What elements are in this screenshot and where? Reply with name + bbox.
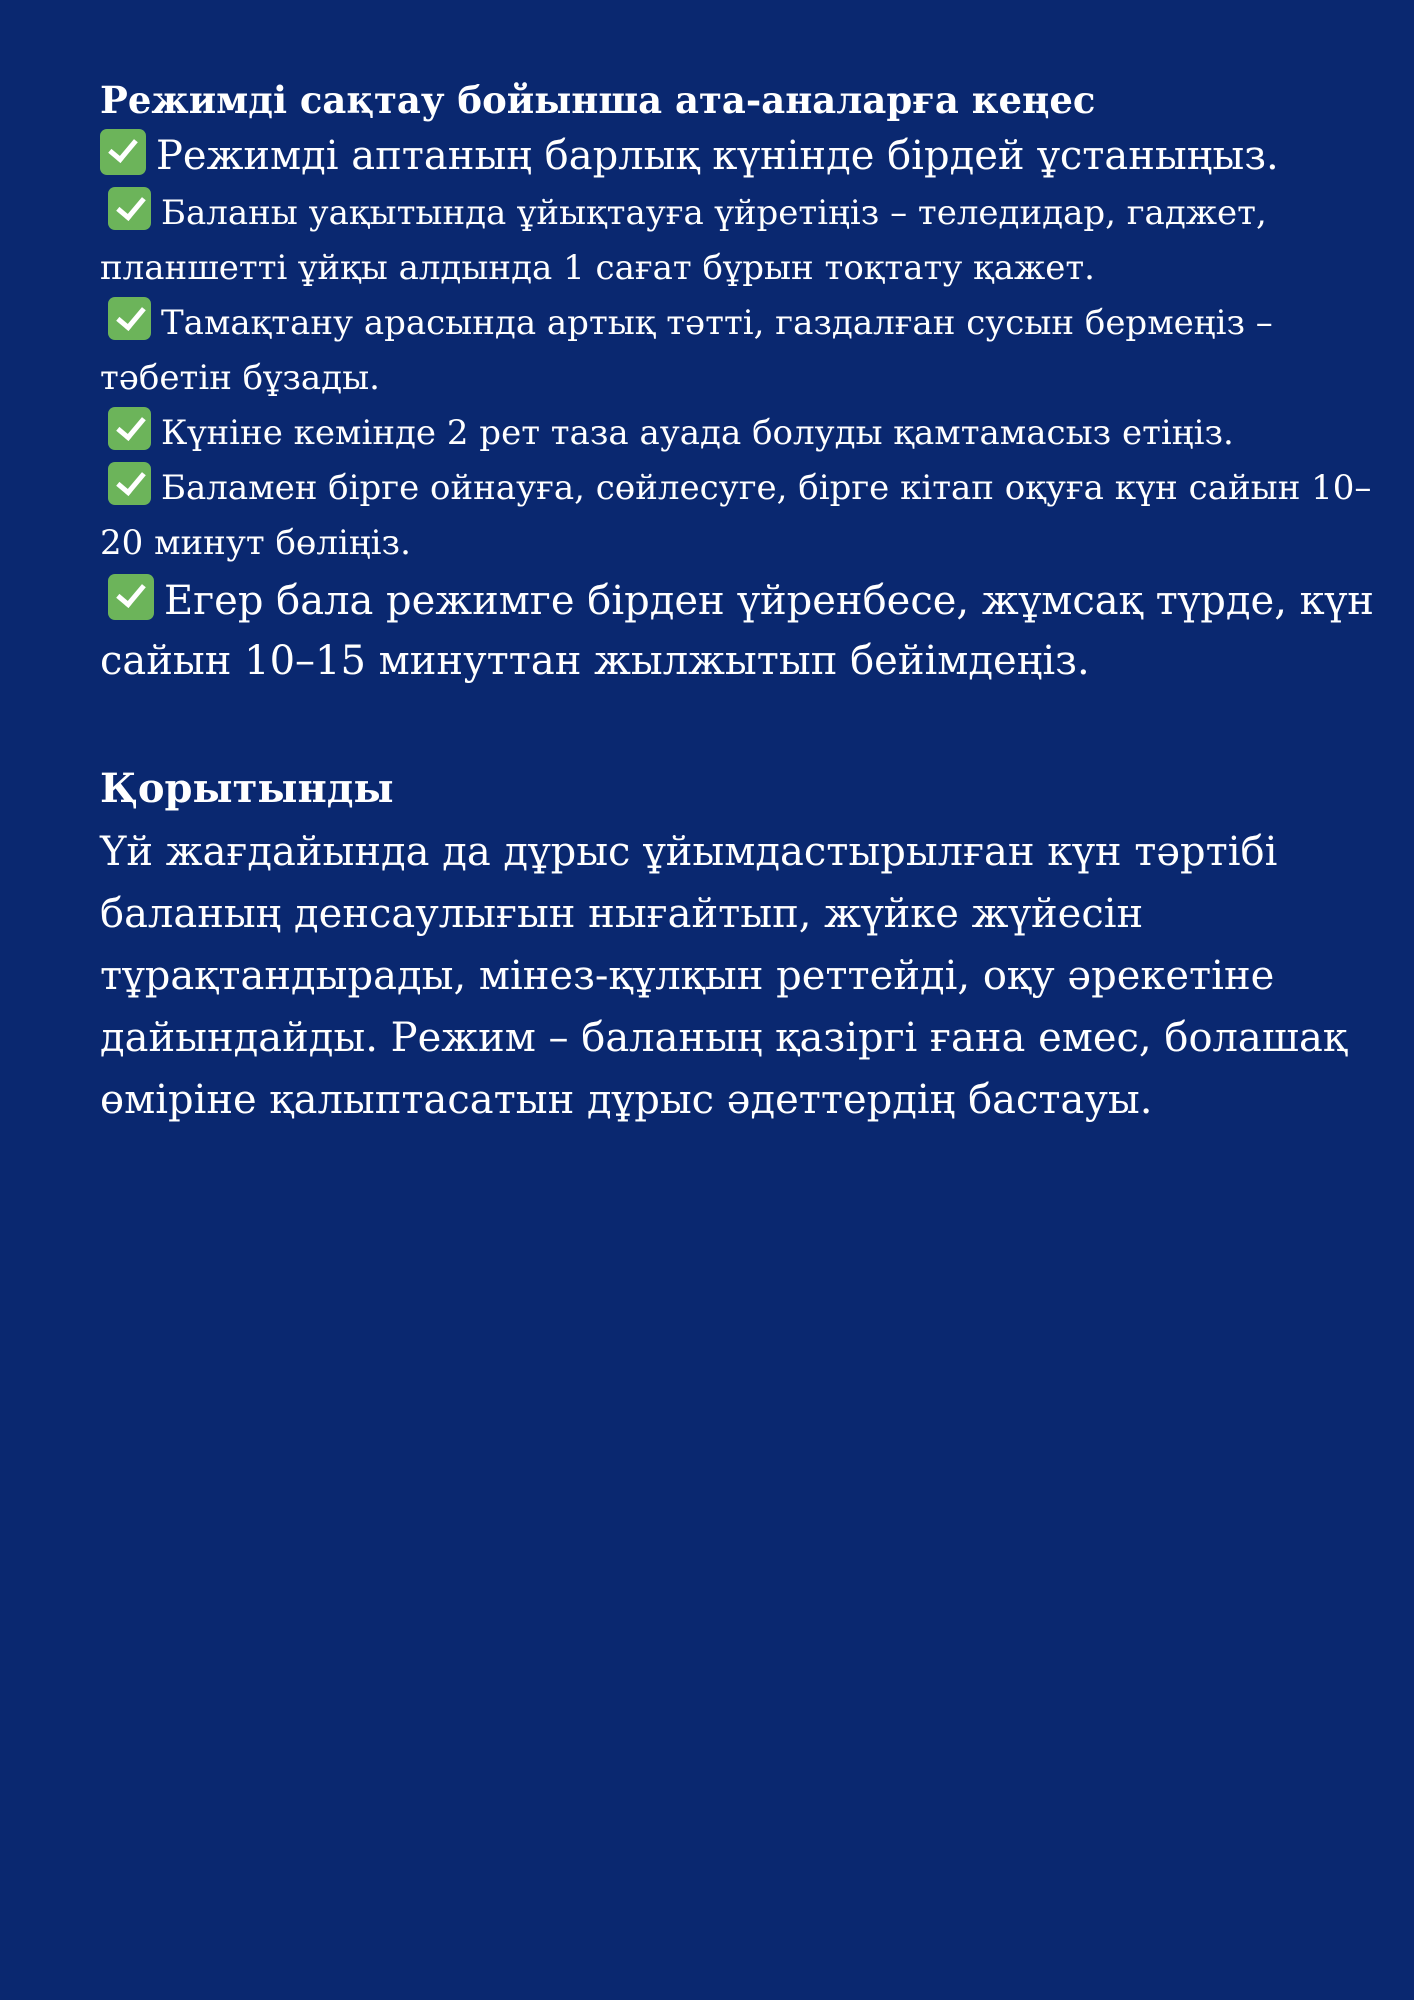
tip-item <box>100 406 1394 461</box>
tip-item <box>100 186 1394 296</box>
tip-item <box>100 461 1394 571</box>
parent-tips-title: Режимді сақтау бойынша ата-аналарға кеңес <box>100 78 1096 122</box>
tip-text: Режимді аптаның барлық күнінде бірдей ұстаныңыз. <box>156 133 1279 179</box>
tip-text: Баламен бірге ойнауға, сөйлесуге, бірге кітап оқуға күн сайын 10–20 минут бөліңіз. <box>100 468 1372 563</box>
conclusion-title: Қорытынды <box>100 765 394 812</box>
tip-text: Баланы уақытында ұйықтауға үйретіңіз – теледидар, гаджет, планшетті ұйқы алдында 1 сағат бұрын тоқтату қажет. <box>100 193 1267 288</box>
tip-item <box>100 296 1394 406</box>
conclusion-text: Үй жағдайында да дұрыс ұйымдастырылған күн тәртібі баланың денсаулығын нығайтып, жүйке жүйесін тұрақтандырады, мінез-құлқын реттейді, оқу әрекетіне дайындайды. Режим – баланың қазіргі ғана емес, болашақ өміріне қалыптасатын дұрыс әдеттердің бастауы. <box>100 829 1348 1123</box>
tip-text: Егер бала режимге бірден үйренбесе, жұмсақ түрде, күн сайын 10–15 минуттан жылжытып бейімдеңіз. <box>100 578 1374 684</box>
tip-text: Күніне кемінде 2 рет таза ауада болуды қамтамасыз етіңіз. <box>161 413 1234 453</box>
tips-list <box>100 126 1394 691</box>
check-mark-icon <box>108 462 151 505</box>
check-mark-icon <box>108 187 151 230</box>
tip-item <box>100 126 1394 186</box>
tip-item <box>100 571 1394 691</box>
check-mark-icon <box>108 407 151 450</box>
check-mark-icon <box>100 129 146 175</box>
conclusion-section <box>100 761 1394 1131</box>
tip-text: Тамақтану арасында артық тәтті, газдалған сусын бермеңіз – тәбетін бұзады. <box>100 303 1273 398</box>
check-mark-icon <box>108 297 151 340</box>
check-mark-icon <box>108 574 154 620</box>
parent-tips-section <box>100 76 1394 691</box>
